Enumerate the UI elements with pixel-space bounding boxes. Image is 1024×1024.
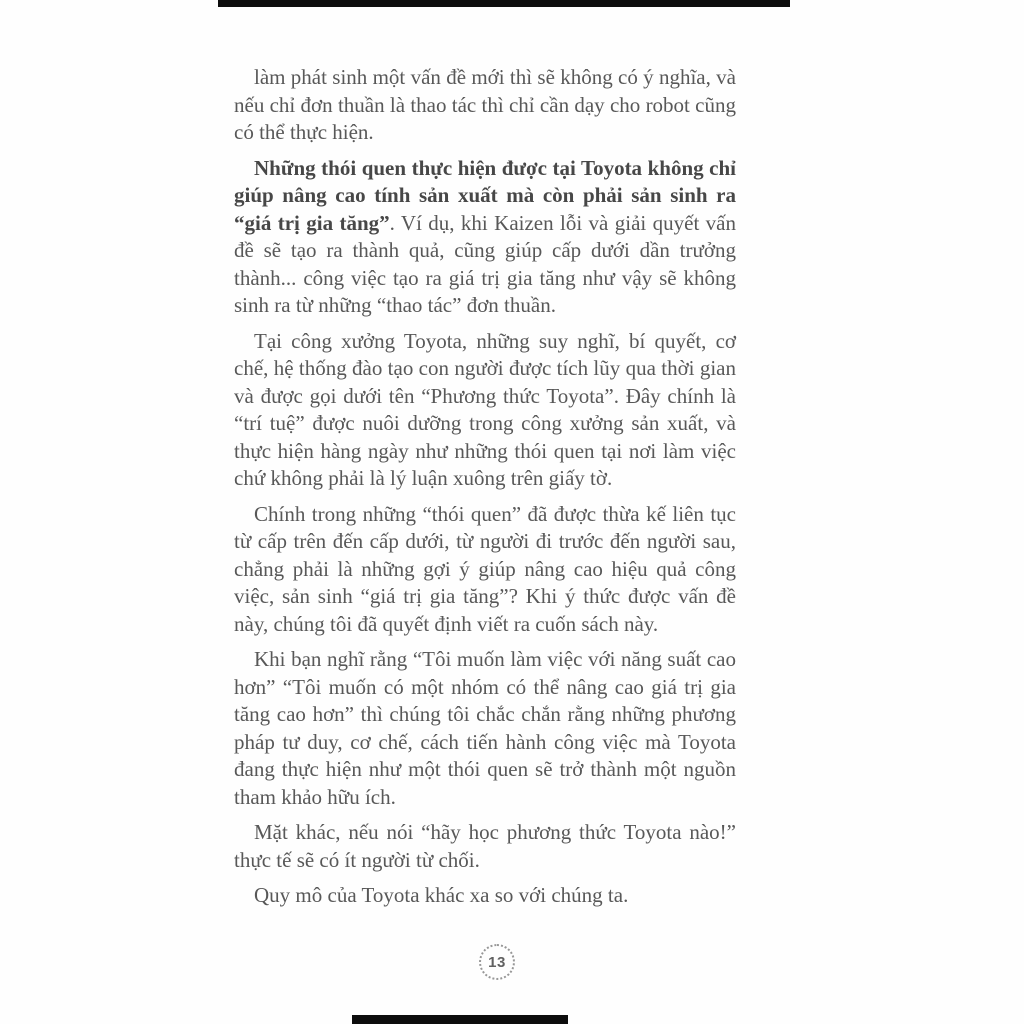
paragraph: Quy mô của Toyota khác xa so với chúng ta. [254,883,629,907]
photo-bottom-edge-bar [352,1015,568,1024]
paragraph: làm phát sinh một vấn đề mới thì sẽ không có ý nghĩa, và nếu chỉ đơn thuần là thao tác thì chỉ cần dạy cho robot cũng có thể thực hiện. [234,65,736,144]
paragraph: Tại công xưởng Toyota, những suy nghĩ, bí quyết, cơ chế, hệ thống đào tạo con người được tích lũy qua thời gian và được gọi dưới tên “Phương thức Toyota”. Đây chính là “trí tuệ” được nuôi dưỡng trong công xưởng sản xuất, và thực hiện hàng ngày như những thói quen tại nơi làm việc chứ không phải là lý luận xuông trên giấy tờ. [234,328,736,490]
body-text-column [234,64,736,918]
page-number: 13 [488,953,506,971]
paragraph: Chính trong những “thói quen” đã được thừa kế liên tục từ cấp trên đến cấp dưới, từ người đi trước đến người sau, chẳng phải là những gợi ý giúp nâng cao hiệu quả công việc, sản sinh “giá trị gia tăng”? Khi ý thức được vấn đề này, chúng tôi đã quyết định viết ra cuốn sách này. [234,501,736,636]
paragraph-with-bold-lead [234,155,736,320]
page-number-badge [479,944,515,980]
paragraph: Mặt khác, nếu nói “hãy học phương thức Toyota nào!” thực tế sẽ có ít người từ chối. [234,820,736,872]
paragraph-rest-text: . Ví dụ, khi Kaizen lỗi và giải quyết vấn đề sẽ tạo ra thành quả, cũng giúp cấp dưới dần trưởng thành... công việc tạo ra giá trị gia tăng như vậy sẽ không sinh ra từ những “thao tác” đơn thuần. [234,210,736,317]
photo-top-edge-bar [218,0,790,7]
paragraph: Khi bạn nghĩ rằng “Tôi muốn làm việc với năng suất cao hơn” “Tôi muốn có một nhóm có thể nâng cao giá trị gia tăng cao hơn” thì chúng tôi chắc chắn rằng những phương pháp tư duy, cơ chế, cách tiến hành công việc mà Toyota đang thực hiện như một thói quen sẽ trở thành một nguồn tham khảo hữu ích. [234,647,736,809]
bold-lead-text: Những thói quen thực hiện được tại Toyota không chỉ giúp nâng cao tính sản xuất mà còn phải sản sinh ra “giá trị gia tăng” [234,155,736,235]
